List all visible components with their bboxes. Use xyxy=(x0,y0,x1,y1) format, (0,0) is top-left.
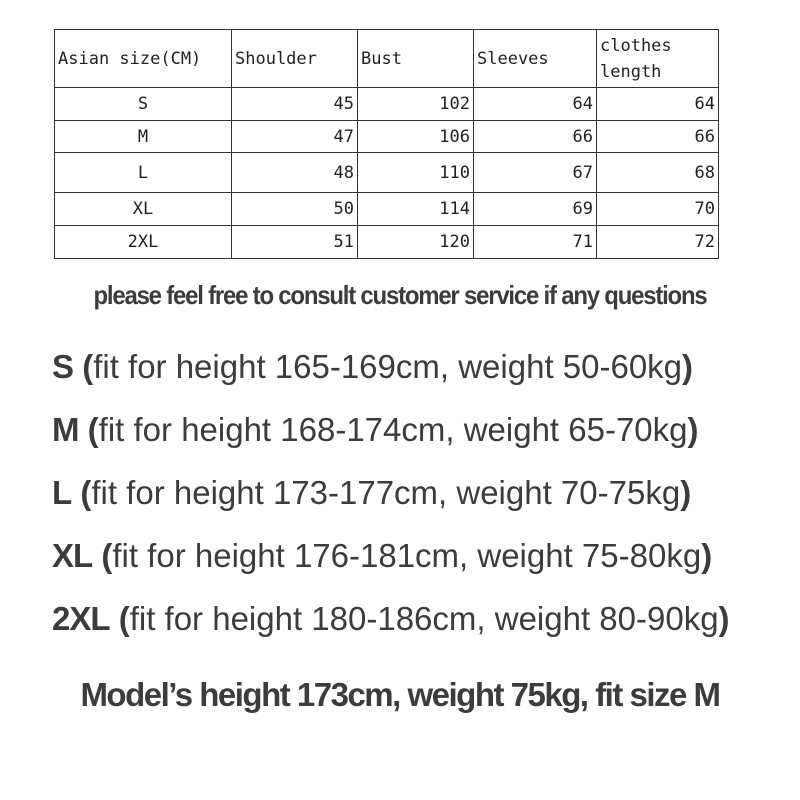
fit-size-label: S xyxy=(52,348,74,385)
length-cell: 66 xyxy=(597,121,719,153)
sleeves-cell: 69 xyxy=(474,193,597,226)
fit-size-label: XL xyxy=(52,537,93,574)
bust-cell: 102 xyxy=(358,88,474,121)
open-paren: ( xyxy=(87,411,99,448)
consult-notice: please feel free to consult customer service if any questions xyxy=(93,280,707,310)
length-cell: 64 xyxy=(597,88,719,121)
open-paren: ( xyxy=(118,600,130,637)
model-info: Model’s height 173cm, weight 75kg, fit size M xyxy=(80,676,720,713)
open-paren: ( xyxy=(101,537,113,574)
close-paren: ) xyxy=(701,537,713,574)
table-row xyxy=(55,121,719,153)
open-paren: ( xyxy=(80,474,92,511)
length-cell: 72 xyxy=(597,226,719,259)
shoulder-cell: 51 xyxy=(232,226,358,259)
size-cell: XL xyxy=(55,193,232,226)
size-cell: L xyxy=(55,153,232,193)
close-paren: ) xyxy=(680,474,692,511)
header-clothes-length: clothes length xyxy=(597,30,719,88)
bust-cell: 120 xyxy=(358,226,474,259)
fit-size-label: 2XL xyxy=(52,600,110,637)
table-row xyxy=(55,226,719,259)
fit-line-xl xyxy=(52,537,730,600)
header-asian-size: Asian size(CM) xyxy=(55,30,232,88)
table-row xyxy=(55,153,719,193)
shoulder-cell: 47 xyxy=(232,121,358,153)
size-table xyxy=(54,29,719,259)
header-bust: Bust xyxy=(358,30,474,88)
fit-line-m xyxy=(52,411,730,474)
sleeves-cell: 64 xyxy=(474,88,597,121)
bust-cell: 110 xyxy=(358,153,474,193)
sleeves-cell: 71 xyxy=(474,226,597,259)
open-paren: ( xyxy=(82,348,94,385)
shoulder-cell: 45 xyxy=(232,88,358,121)
fit-size-label: L xyxy=(52,474,72,511)
fit-description: fit for height 168-174cm, weight 65-70kg xyxy=(98,411,688,448)
length-cell: 70 xyxy=(597,193,719,226)
fit-description: fit for height 180-186cm, weight 80-90kg xyxy=(129,600,719,637)
fit-description: fit for height 165-169cm, weight 50-60kg xyxy=(93,348,683,385)
header-sleeves: Sleeves xyxy=(474,30,597,88)
close-paren: ) xyxy=(718,600,730,637)
table-header-row xyxy=(55,30,719,88)
header-shoulder: Shoulder xyxy=(232,30,358,88)
sleeves-cell: 67 xyxy=(474,153,597,193)
bust-cell: 106 xyxy=(358,121,474,153)
fit-line-s xyxy=(52,348,730,411)
size-cell: M xyxy=(55,121,232,153)
sleeves-cell: 66 xyxy=(474,121,597,153)
fit-size-label: M xyxy=(52,411,79,448)
size-cell: 2XL xyxy=(55,226,232,259)
fit-description: fit for height 176-181cm, weight 75-80kg xyxy=(112,537,702,574)
table-row xyxy=(55,88,719,121)
fit-guide-list xyxy=(52,348,730,663)
fit-description: fit for height 173-177cm, weight 70-75kg xyxy=(91,474,681,511)
shoulder-cell: 48 xyxy=(232,153,358,193)
bust-cell: 114 xyxy=(358,193,474,226)
shoulder-cell: 50 xyxy=(232,193,358,226)
size-cell: S xyxy=(55,88,232,121)
close-paren: ) xyxy=(682,348,694,385)
fit-line-l xyxy=(52,474,730,537)
length-cell: 68 xyxy=(597,153,719,193)
table-row xyxy=(55,193,719,226)
close-paren: ) xyxy=(687,411,699,448)
fit-line-2xl xyxy=(52,600,730,663)
